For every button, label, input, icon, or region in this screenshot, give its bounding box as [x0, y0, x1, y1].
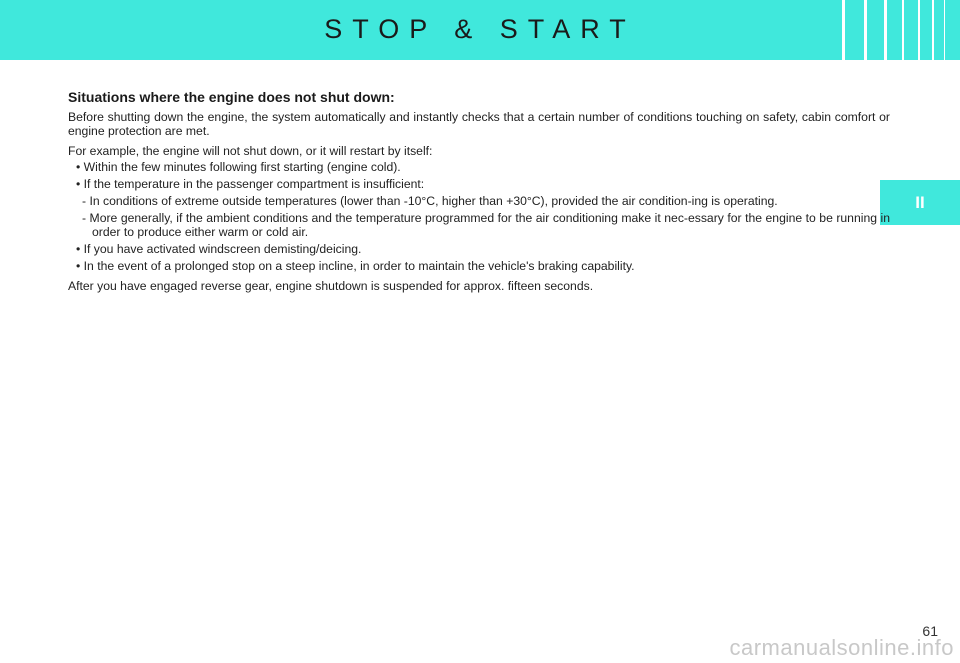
bullet-item: • If you have activated windscreen demisting/deicing. [76, 242, 362, 256]
section-tab: II [880, 180, 960, 225]
sub-item: - More generally, if the ambient conditions and the temperature programmed for the air conditioning make it nec-essary for the engine to be running in order to produce either warm or cold air. [82, 211, 890, 239]
section-heading: Situations where the engine does not shut down: [68, 89, 395, 105]
header-stripe [902, 0, 904, 60]
header-stripe [944, 0, 945, 60]
header-stripe [918, 0, 920, 60]
main-content [68, 89, 890, 299]
example-intro: For example, the engine will not shut down, or it will restart by itself: [68, 144, 433, 158]
intro-paragraph: Before shutting down the engine, the system automatically and instantly checks that a certain number of conditions touching on safety, cabin comfort or engine protection are met. [68, 110, 890, 138]
closing-paragraph: After you have engaged reverse gear, engine shutdown is suspended for approx. fifteen seconds. [68, 279, 594, 293]
header-stripe [842, 0, 845, 60]
bullet-item: • If the temperature in the passenger compartment is insufficient: [76, 177, 425, 191]
header-band [0, 0, 960, 60]
header-stripe [884, 0, 887, 60]
bullet-item: • In the event of a prolonged stop on a steep incline, in order to maintain the vehicle's braking capability. [76, 259, 635, 273]
header-stripe [864, 0, 867, 60]
header-stripe [932, 0, 934, 60]
bullet-item: • Within the few minutes following first starting (engine cold). [76, 160, 401, 174]
page-title: STOP & START [324, 14, 636, 44]
sub-item: - In conditions of extreme outside temperatures (lower than -10°C, higher than +30°C), provided the air condition-ing is operating. [82, 194, 778, 208]
page-number: 61 [922, 623, 938, 639]
watermark: carmanualsonline.info [729, 635, 954, 660]
